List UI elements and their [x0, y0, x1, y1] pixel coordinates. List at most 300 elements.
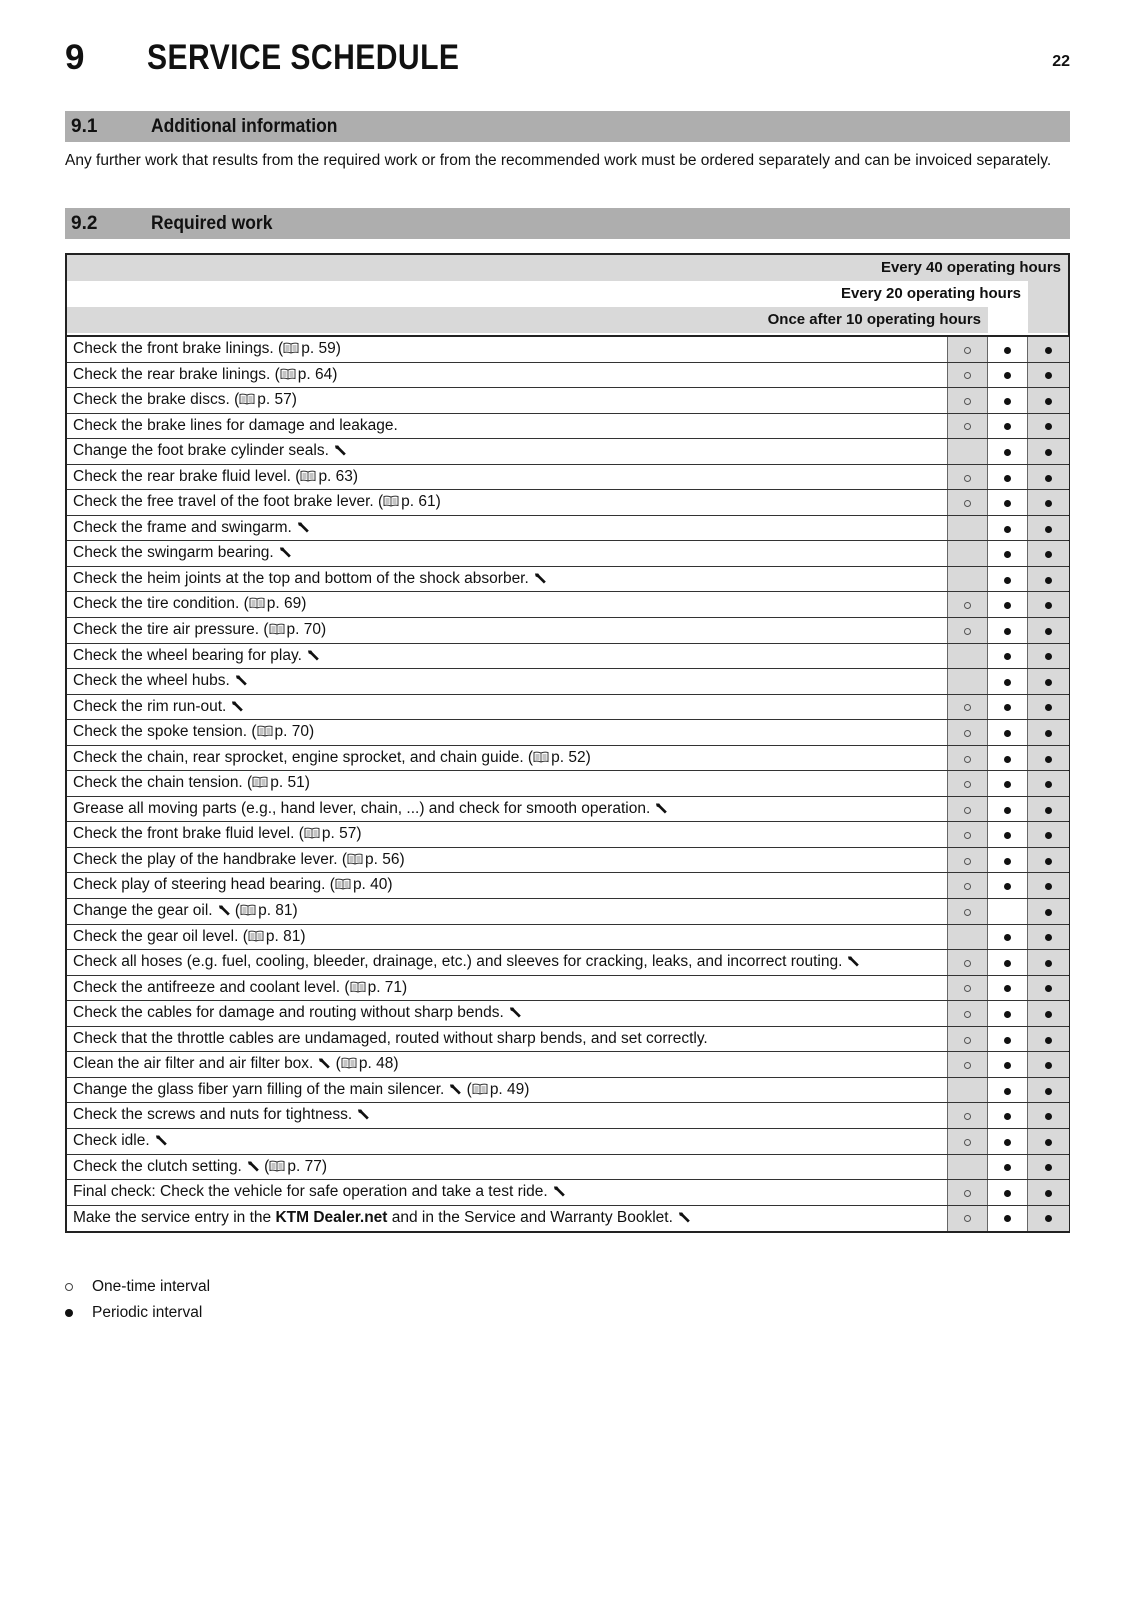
- task-description: [67, 567, 948, 592]
- periodic-interval-icon: [1004, 1139, 1011, 1146]
- legend: [65, 1274, 210, 1326]
- table-row: [67, 822, 1068, 848]
- cell-once-after-10: [948, 592, 988, 617]
- cell-every-20: [988, 925, 1028, 950]
- paren: (: [462, 1080, 472, 1098]
- cell-once-after-10: [948, 567, 988, 592]
- task-description: [67, 695, 948, 720]
- periodic-interval-icon: [1004, 1062, 1011, 1069]
- periodic-interval-icon: [1045, 832, 1052, 839]
- periodic-interval-icon: [1045, 1164, 1052, 1171]
- cell-every-40: [1028, 899, 1069, 924]
- page-number: 22: [1052, 53, 1070, 70]
- cell-every-40: [1028, 644, 1069, 669]
- periodic-interval-icon: [1045, 1215, 1052, 1222]
- task-text: Check the free travel of the foot brake lever. (: [73, 493, 384, 511]
- task-text: Check the brake lines for damage and leakage.: [73, 416, 398, 434]
- cell-every-40: [1028, 1155, 1069, 1180]
- chapter-title: SERVICE SCHEDULE: [147, 38, 460, 77]
- table-row: [67, 695, 1068, 721]
- cell-once-after-10: [948, 439, 988, 464]
- task-text: Check the heim joints at the top and bottom of the shock absorber.: [73, 569, 529, 587]
- one-time-interval-icon: [964, 730, 971, 737]
- wrench-icon: [552, 1182, 566, 1205]
- periodic-interval-icon: [1045, 1190, 1052, 1197]
- table-row: [67, 950, 1068, 976]
- cell-every-40: [1028, 797, 1069, 822]
- periodic-interval-icon: [1045, 398, 1052, 405]
- task-description: [67, 746, 948, 771]
- periodic-interval-icon: [1045, 449, 1052, 456]
- cell-once-after-10: [948, 1078, 988, 1103]
- one-time-interval-icon: [964, 960, 971, 967]
- page-reference: p. 69): [266, 595, 307, 613]
- cell-every-20: [988, 746, 1028, 771]
- cell-every-20: [988, 490, 1028, 515]
- page-reference: p. 48): [358, 1055, 399, 1073]
- table-row: [67, 1206, 1068, 1232]
- page-reference: p. 40): [352, 876, 393, 894]
- periodic-interval-icon: [1004, 577, 1011, 584]
- task-text: Check the play of the handbrake lever. (: [73, 850, 347, 868]
- periodic-interval-icon: [1004, 1037, 1011, 1044]
- cell-once-after-10: [948, 337, 988, 362]
- cell-every-20: [988, 465, 1028, 490]
- table-body: [67, 337, 1068, 1231]
- periodic-interval-icon: [1004, 1190, 1011, 1197]
- table-row: [67, 720, 1068, 746]
- task-description: [67, 950, 948, 975]
- cell-once-after-10: [948, 695, 988, 720]
- table-row: [67, 516, 1068, 542]
- cell-every-20: [988, 1078, 1028, 1103]
- periodic-interval-icon: [1045, 909, 1052, 916]
- task-description: [67, 797, 948, 822]
- cell-once-after-10: [948, 388, 988, 413]
- periodic-interval-icon: [1045, 551, 1052, 558]
- periodic-interval-icon: [1045, 1011, 1052, 1018]
- periodic-interval-icon: [1004, 1215, 1011, 1222]
- task-text: Check all hoses (e.g. fuel, cooling, bleeder, drainage, etc.) and sleeves for cracking, leaks, and incorrect routing.: [73, 953, 843, 971]
- table-row: [67, 388, 1068, 414]
- periodic-interval-icon: [1045, 628, 1052, 635]
- one-time-interval-icon: [964, 1190, 971, 1197]
- cell-every-40: [1028, 669, 1069, 694]
- table-row: [67, 618, 1068, 644]
- manual-book-icon: [283, 338, 299, 362]
- task-text: Change the glass fiber yarn filling of the main silencer.: [73, 1080, 445, 1098]
- task-text: Check the chain tension. (: [73, 774, 253, 792]
- cell-every-20: [988, 567, 1028, 592]
- cell-every-40: [1028, 720, 1069, 745]
- periodic-interval-icon: [1045, 781, 1052, 788]
- one-time-interval-icon: [964, 1113, 971, 1120]
- cell-every-40: [1028, 592, 1069, 617]
- page-reference: p. 81): [258, 902, 298, 920]
- periodic-interval-icon: [1045, 475, 1052, 482]
- task-description: [67, 618, 948, 643]
- task-description: [67, 669, 948, 694]
- cell-every-40: [1028, 1027, 1069, 1052]
- cell-every-20: [988, 541, 1028, 566]
- cell-every-20: [988, 363, 1028, 388]
- cell-every-40: [1028, 567, 1069, 592]
- cell-every-40: [1028, 618, 1069, 643]
- periodic-interval-icon: [1004, 985, 1011, 992]
- task-description: [67, 848, 948, 873]
- manual-book-icon: [341, 1053, 357, 1077]
- wrench-icon: [230, 697, 244, 720]
- periodic-interval-icon: [1004, 1113, 1011, 1120]
- table-row: [67, 669, 1068, 695]
- task-description: [67, 1052, 948, 1077]
- task-text: Check the swingarm bearing.: [73, 544, 274, 562]
- cell-every-20: [988, 388, 1028, 413]
- periodic-interval-icon: [1045, 883, 1052, 890]
- periodic-interval-icon: [1004, 423, 1011, 430]
- wrench-icon: [508, 1003, 522, 1026]
- one-time-interval-icon: [964, 1062, 971, 1069]
- periodic-interval-icon: [1004, 883, 1011, 890]
- paren: (: [259, 1157, 270, 1175]
- task-text: Check the rear brake linings. (: [73, 365, 280, 383]
- section-number: 9.1: [71, 116, 98, 137]
- one-time-interval-icon: [964, 372, 971, 379]
- ring-icon: [65, 1283, 73, 1291]
- periodic-interval-icon: [1004, 679, 1011, 686]
- cell-once-after-10: [948, 1027, 988, 1052]
- table-row: [67, 1129, 1068, 1155]
- cell-every-40: [1028, 822, 1069, 847]
- periodic-interval-icon: [1045, 526, 1052, 533]
- cell-every-40: [1028, 848, 1069, 873]
- table-row: [67, 873, 1068, 899]
- table-row: [67, 414, 1068, 440]
- periodic-interval-icon: [1004, 1088, 1011, 1095]
- table-row: [67, 337, 1068, 363]
- page-reference: p. 71): [367, 978, 408, 996]
- task-text: Change the foot brake cylinder seals.: [73, 442, 329, 460]
- section-heading-additional-information: [65, 111, 1070, 142]
- task-text: Check that the throttle cables are undamaged, routed without sharp bends, and set correctly.: [73, 1029, 708, 1047]
- task-text-bold: KTM Dealer.net: [275, 1208, 388, 1226]
- cell-every-20: [988, 822, 1028, 847]
- page-reference: p. 70): [274, 723, 315, 741]
- table-row: [67, 746, 1068, 772]
- table-row: [67, 976, 1068, 1002]
- section-title: Additional information: [151, 116, 338, 137]
- periodic-interval-icon: [1045, 1037, 1052, 1044]
- wrench-icon: [356, 1105, 370, 1128]
- cell-every-20: [988, 797, 1028, 822]
- table-row: [67, 848, 1068, 874]
- cell-every-40: [1028, 388, 1069, 413]
- task-text: Grease all moving parts (e.g., hand lever, chain, ...) and check for smooth operation.: [73, 799, 651, 817]
- task-text: Check the rear brake fluid level. (: [73, 467, 301, 485]
- task-text: Check the cables for damage and routing without sharp bends.: [73, 1004, 504, 1022]
- task-description: [67, 465, 948, 490]
- periodic-interval-icon: [1045, 577, 1052, 584]
- wrench-icon: [846, 952, 860, 975]
- manual-book-icon: [383, 491, 399, 515]
- task-text: Check the spoke tension. (: [73, 723, 257, 741]
- cell-every-40: [1028, 1052, 1069, 1077]
- task-text: Check the wheel hubs.: [73, 672, 230, 690]
- manual-book-icon: [300, 466, 316, 490]
- one-time-interval-icon: [964, 807, 971, 814]
- one-time-interval-icon: [964, 883, 971, 890]
- cell-every-20: [988, 414, 1028, 439]
- table-header: [67, 255, 1068, 337]
- wrench-icon: [306, 646, 320, 669]
- paren: (: [331, 1055, 341, 1073]
- cell-every-20: [988, 516, 1028, 541]
- cell-every-40: [1028, 439, 1069, 464]
- task-description: [67, 1206, 948, 1232]
- task-text: Check the antifreeze and coolant level. (: [73, 978, 350, 996]
- one-time-interval-icon: [964, 909, 971, 916]
- cell-once-after-10: [948, 363, 988, 388]
- one-time-interval-icon: [964, 423, 971, 430]
- task-description: [67, 1001, 948, 1026]
- periodic-interval-icon: [1004, 449, 1011, 456]
- task-text: Check the front brake fluid level. (: [73, 825, 304, 843]
- wrench-icon: [677, 1208, 691, 1232]
- one-time-interval-icon: [964, 781, 971, 788]
- manual-book-icon: [269, 1156, 285, 1180]
- table-row: [67, 771, 1068, 797]
- periodic-interval-icon: [1045, 807, 1052, 814]
- task-text: Check idle.: [73, 1131, 150, 1149]
- one-time-interval-icon: [964, 1011, 971, 1018]
- manual-book-icon: [472, 1079, 488, 1103]
- cell-every-40: [1028, 1129, 1069, 1154]
- cell-every-20: [988, 1180, 1028, 1205]
- periodic-interval-icon: [1045, 704, 1052, 711]
- periodic-interval-icon: [1004, 500, 1011, 507]
- cell-every-40: [1028, 746, 1069, 771]
- header-col-20-fill: [988, 307, 1028, 333]
- cell-every-20: [988, 1001, 1028, 1026]
- cell-every-20: [988, 618, 1028, 643]
- one-time-interval-icon: [964, 756, 971, 763]
- periodic-interval-icon: [1004, 704, 1011, 711]
- table-row: [67, 1001, 1068, 1027]
- table-row: [67, 465, 1068, 491]
- page-header: [65, 38, 1070, 82]
- wrench-icon: [448, 1080, 462, 1103]
- task-description: [67, 337, 948, 362]
- cell-once-after-10: [948, 516, 988, 541]
- cell-once-after-10: [948, 771, 988, 796]
- manual-book-icon: [239, 389, 255, 413]
- task-description: [67, 388, 948, 413]
- cell-every-40: [1028, 1001, 1069, 1026]
- periodic-interval-icon: [1004, 526, 1011, 533]
- task-description: [67, 720, 948, 745]
- wrench-icon: [533, 569, 547, 592]
- cell-once-after-10: [948, 669, 988, 694]
- periodic-interval-icon: [1045, 653, 1052, 660]
- manual-book-icon: [248, 926, 264, 950]
- cell-every-20: [988, 771, 1028, 796]
- table-row: [67, 1180, 1068, 1206]
- periodic-interval-icon: [1004, 398, 1011, 405]
- periodic-interval-icon: [1004, 347, 1011, 354]
- task-text: Final check: Check the vehicle for safe operation and take a test ride.: [73, 1183, 548, 1201]
- manual-book-icon: [533, 747, 549, 771]
- task-description: [67, 644, 948, 669]
- cell-every-20: [988, 899, 1028, 924]
- header-every-40-hours: Every 40 operating hours: [67, 255, 1068, 281]
- periodic-interval-icon: [1045, 679, 1052, 686]
- legend-label: Periodic interval: [92, 1304, 203, 1321]
- dot-icon: [65, 1309, 73, 1317]
- task-text: Clean the air filter and air filter box.: [73, 1055, 314, 1073]
- periodic-interval-icon: [1045, 1139, 1052, 1146]
- table-row: [67, 644, 1068, 670]
- cell-every-20: [988, 1206, 1028, 1232]
- task-description: [67, 363, 948, 388]
- cell-every-40: [1028, 490, 1069, 515]
- task-description: [67, 1155, 948, 1180]
- task-text: Check the brake discs. (: [73, 391, 240, 409]
- cell-every-20: [988, 1129, 1028, 1154]
- cell-every-20: [988, 439, 1028, 464]
- cell-every-40: [1028, 1180, 1069, 1205]
- periodic-interval-icon: [1045, 934, 1052, 941]
- one-time-interval-icon: [964, 347, 971, 354]
- periodic-interval-icon: [1004, 551, 1011, 558]
- periodic-interval-icon: [1045, 1088, 1052, 1095]
- cell-every-40: [1028, 337, 1069, 362]
- wrench-icon: [317, 1054, 331, 1077]
- task-description: [67, 1027, 948, 1052]
- cell-once-after-10: [948, 1180, 988, 1205]
- periodic-interval-icon: [1045, 372, 1052, 379]
- manual-book-icon: [335, 874, 351, 898]
- periodic-interval-icon: [1004, 934, 1011, 941]
- task-text: Check the clutch setting.: [73, 1157, 242, 1175]
- manual-book-icon: [280, 364, 296, 388]
- task-description: [67, 541, 948, 566]
- one-time-interval-icon: [964, 704, 971, 711]
- task-description: [67, 1180, 948, 1205]
- one-time-interval-icon: [964, 398, 971, 405]
- cell-every-40: [1028, 465, 1069, 490]
- cell-once-after-10: [948, 490, 988, 515]
- manual-book-icon: [249, 593, 265, 617]
- page-reference: p. 61): [401, 493, 441, 511]
- page-reference: p. 70): [286, 621, 327, 639]
- wrench-icon: [654, 799, 668, 822]
- page-reference: p. 59): [301, 340, 341, 357]
- header-col-40-fill: [1028, 281, 1068, 333]
- periodic-interval-icon: [1004, 372, 1011, 379]
- task-description: [67, 899, 948, 924]
- task-text: Check play of steering head bearing. (: [73, 876, 335, 894]
- cell-every-40: [1028, 976, 1069, 1001]
- cell-every-40: [1028, 925, 1069, 950]
- cell-every-40: [1028, 414, 1069, 439]
- header-once-after-10-hours: Once after 10 operating hours: [67, 307, 988, 333]
- cell-every-20: [988, 1103, 1028, 1128]
- task-description: [67, 414, 948, 439]
- periodic-interval-icon: [1045, 423, 1052, 430]
- cell-once-after-10: [948, 1155, 988, 1180]
- page-reference: p. 77): [287, 1157, 327, 1175]
- manual-book-icon: [269, 619, 285, 643]
- task-text: Make the service entry in the: [73, 1208, 276, 1226]
- wrench-icon: [217, 901, 231, 924]
- legend-item-periodic: [65, 1300, 210, 1326]
- periodic-interval-icon: [1045, 347, 1052, 354]
- cell-every-40: [1028, 363, 1069, 388]
- table-row: [67, 1078, 1068, 1104]
- table-row: [67, 541, 1068, 567]
- task-description: [67, 771, 948, 796]
- table-row: [67, 899, 1068, 925]
- periodic-interval-icon: [1045, 960, 1052, 967]
- page-reference: p. 49): [489, 1080, 530, 1098]
- cell-every-40: [1028, 1103, 1069, 1128]
- wrench-icon: [234, 671, 248, 694]
- cell-every-20: [988, 592, 1028, 617]
- cell-once-after-10: [948, 822, 988, 847]
- page-reference: p. 57): [257, 391, 297, 409]
- one-time-interval-icon: [964, 985, 971, 992]
- cell-every-20: [988, 848, 1028, 873]
- periodic-interval-icon: [1045, 602, 1052, 609]
- task-description: [67, 822, 948, 847]
- cell-once-after-10: [948, 1103, 988, 1128]
- periodic-interval-icon: [1045, 1062, 1052, 1069]
- one-time-interval-icon: [964, 1215, 971, 1222]
- cell-every-20: [988, 720, 1028, 745]
- cell-every-20: [988, 1027, 1028, 1052]
- periodic-interval-icon: [1004, 756, 1011, 763]
- cell-once-after-10: [948, 1206, 988, 1232]
- section-title: Required work: [151, 213, 273, 234]
- one-time-interval-icon: [964, 1139, 971, 1146]
- one-time-interval-icon: [964, 832, 971, 839]
- manual-book-icon: [350, 977, 366, 1001]
- periodic-interval-icon: [1004, 832, 1011, 839]
- cell-once-after-10: [948, 1129, 988, 1154]
- page-reference: p. 64): [297, 365, 338, 383]
- cell-once-after-10: [948, 976, 988, 1001]
- wrench-icon: [333, 441, 347, 464]
- cell-every-20: [988, 873, 1028, 898]
- periodic-interval-icon: [1004, 781, 1011, 788]
- task-description: [67, 1103, 948, 1128]
- cell-once-after-10: [948, 797, 988, 822]
- table-row: [67, 439, 1068, 465]
- legend-label: One-time interval: [92, 1278, 211, 1295]
- cell-every-40: [1028, 873, 1069, 898]
- legend-item-one-time: [65, 1274, 210, 1300]
- cell-every-40: [1028, 1206, 1069, 1232]
- periodic-interval-icon: [1004, 730, 1011, 737]
- cell-every-20: [988, 1052, 1028, 1077]
- task-description: [67, 516, 948, 541]
- cell-every-40: [1028, 771, 1069, 796]
- cell-every-40: [1028, 541, 1069, 566]
- cell-once-after-10: [948, 618, 988, 643]
- table-row: [67, 490, 1068, 516]
- task-text: Check the screws and nuts for tightness.: [73, 1106, 353, 1124]
- periodic-interval-icon: [1004, 602, 1011, 609]
